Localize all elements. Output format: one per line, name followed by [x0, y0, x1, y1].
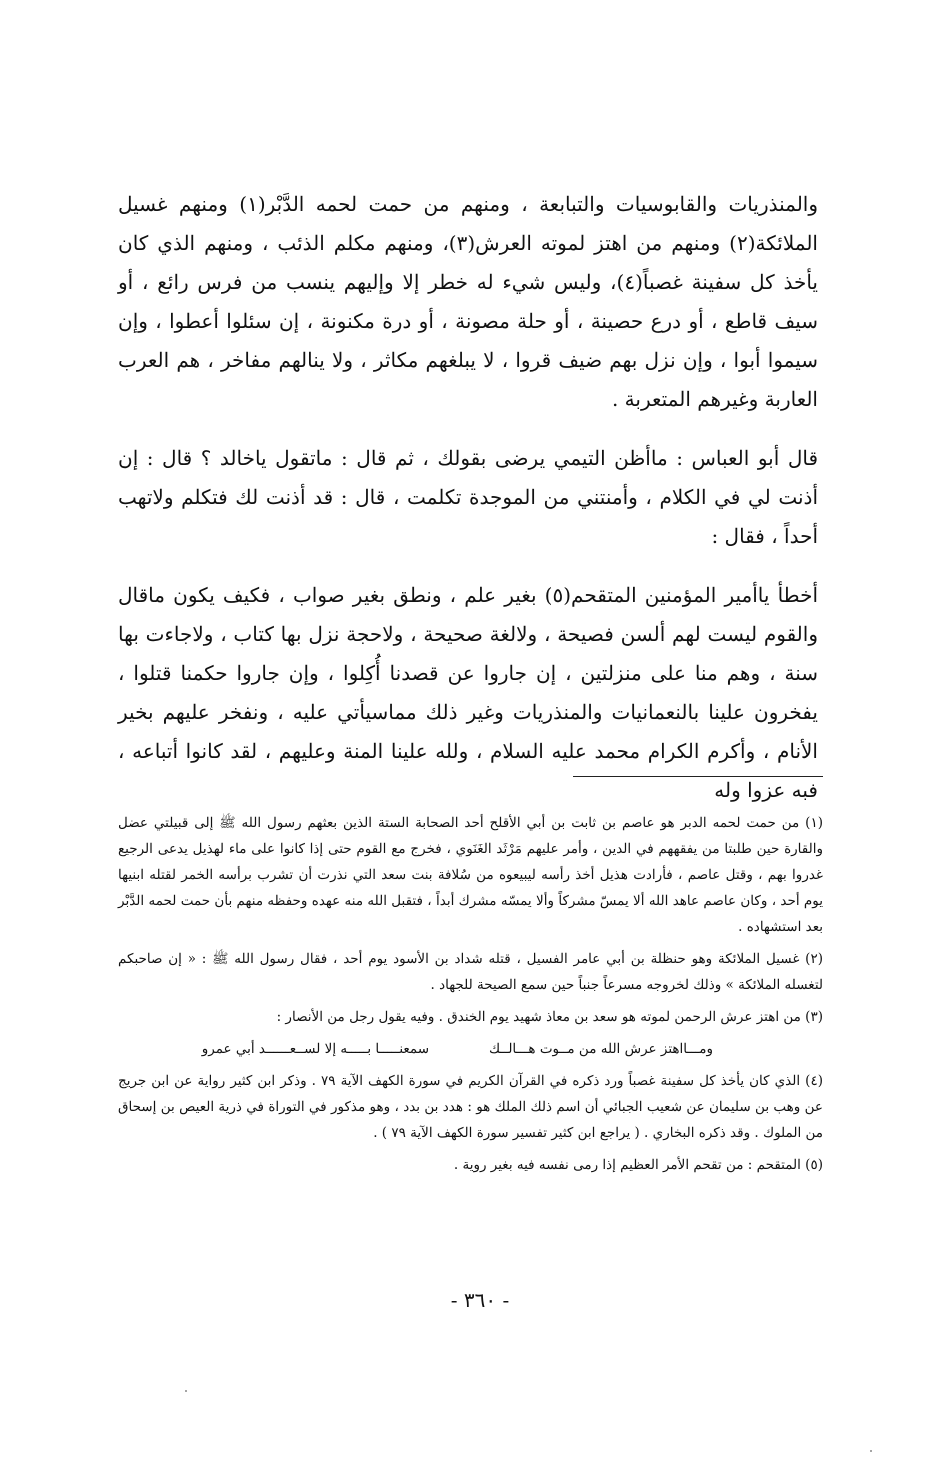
scan-speck	[185, 1390, 187, 1392]
paragraph-1: والمنذريات والقابوسيات والتبابعة ، ومنهم من حمت لحمه الدَّبْر(١) ومنهم غسيل الملائكة(٢) ومنهم من اهتز لموته العرش(٣)، ومنهم مكلم الذئب ، ومنهم الذي كان يأخذ كل سفينة غصباً(٤)، وليس شيء له خطر إلا وإليهم ينسب من فرس رائع ، أو سيف قاطع ، أو درع حصينة ، أو حلة مصونة ، أو درة مكنونة ، إن سئلوا أعطوا ، وإن سيموا أبوا ، وإن نزل بهم ضيف قروا ، لا يبلغهم مكاثر ، ولا ينالهم مفاخر ، هم العرب العاربة وغيرهم المتعربة .	[118, 192, 818, 411]
scan-speck	[870, 1450, 872, 1452]
verse-first-hemistich: ومـــااهتز عرش الله من مــوت هـــالــك	[489, 1041, 713, 1057]
page-number: - ٣٦٠ -	[450, 1288, 510, 1312]
footnote-3: (٣) من اهتز عرش الرحمن لموته هو سعد بن معاذ شهيد يوم الخندق . وفيه يقول رجل من الأنصار :	[276, 1009, 823, 1025]
verse-second-hemistich: سمعنـــــا بـــــه إلا لســعــــــد أبي عمرو	[201, 1041, 430, 1057]
poetry-verse	[118, 1036, 823, 1062]
footnote-4: (٤) الذي كان يأخذ كل سفينة غصباً ورد ذكره في القرآن الكريم في سورة الكهف الآية ٧٩ . وذكر ابن كثير رواية عن ابن جريج عن وهب بن سليمان عن شعيب الجبائي أن اسم ذلك الملك هو : هدد بن بدد ، وهو مذكور في التوراة في ذرية العيص بن إسحاق من الملوك . وقد ذكره البخاري . ( يراجع ابن كثير تفسير سورة الكهف الآية ٧٩ ) .	[118, 1073, 823, 1141]
footnote-divider	[573, 776, 823, 777]
footnote-2: (٢) غسيل الملائكة وهو حنظلة بن أبي عامر الفسيل ، قتله شداد بن الأسود يوم أحد ، فقال رسول الله ﷺ : « إن صاحبكم لتغسله الملائكة » وذلك لخروجه مسرعاً جنباً حين سمع الصيحة للجهاد .	[118, 951, 823, 993]
footnote-1: (١) من حمت لحمه الدبر هو عاصم بن ثابت بن أبي الأقلح أحد الصحابة الستة الذين بعثهم رسول الله ﷺ إلى قبيلتي عضل والقارة حين طلبتا من يفقههم في الدين ، وأمر عليهم مَرْثَد الغَنَوي ، فخرج مع القوم حتى إذا كانوا على ماء لهذيل يدعى الرجيع غدروا بهم ، وقتل عاصم ، فأرادت هذيل أخذ رأسه ليبيعوه من سُلافة بنت سعد التي نذرت أن تشرب برأسه الخمر لقتله ابنيها يوم أحد ، وكان عاصم عاهد الله ألا يمسّ مشركاً وألا يمسّه مشرك أبداً ، فتقبل الله منه عهده وحفظه منهم بأن حمت لحمه الدَّبْر بعد استشهاده .	[118, 815, 823, 935]
footnotes	[118, 810, 823, 1184]
paragraph-3: أخطأ ياأمير المؤمنين المتقحم(٥) بغير علم ، ونطق بغير صواب ، فكيف يكون ماقال والقوم ليست لهم ألسن فصيحة ، ولالغة صحيحة ، ولاحجة نزل بها كتاب ، ولاجاءت بها سنة ، وهم منا على منزلتين ، إن جاروا عن قصدنا أُكِلوا ، وإن جاروا حكمنا قتلوا ، يفخرون علينا بالنعمانيات والمنذريات وغير ذلك مماسيأتي عليه ، ونفخر عليهم بخير الأنام ، وأكرم الكرام محمد عليه السلام ، ولله علينا المنة وعليهم ، لقد كانوا أتباعه ، فبه عزوا وله	[118, 583, 819, 802]
main-text	[118, 185, 818, 828]
paragraph-2: قال أبو العباس : ماأظن التيمي يرضى بقولك ، ثم قال : ماتقول ياخالد ؟ قال : إن أذنت لي في الكلام ، وأمنتني من الموجدة تكلمت ، قال : قد أذنت لك فتكلم ولاتهب أحداً ، فقال :	[118, 446, 818, 548]
footnote-5: (٥) المتقحم : من تقحم الأمر العظيم إذا رمى نفسه فيه بغير روية .	[453, 1157, 823, 1173]
